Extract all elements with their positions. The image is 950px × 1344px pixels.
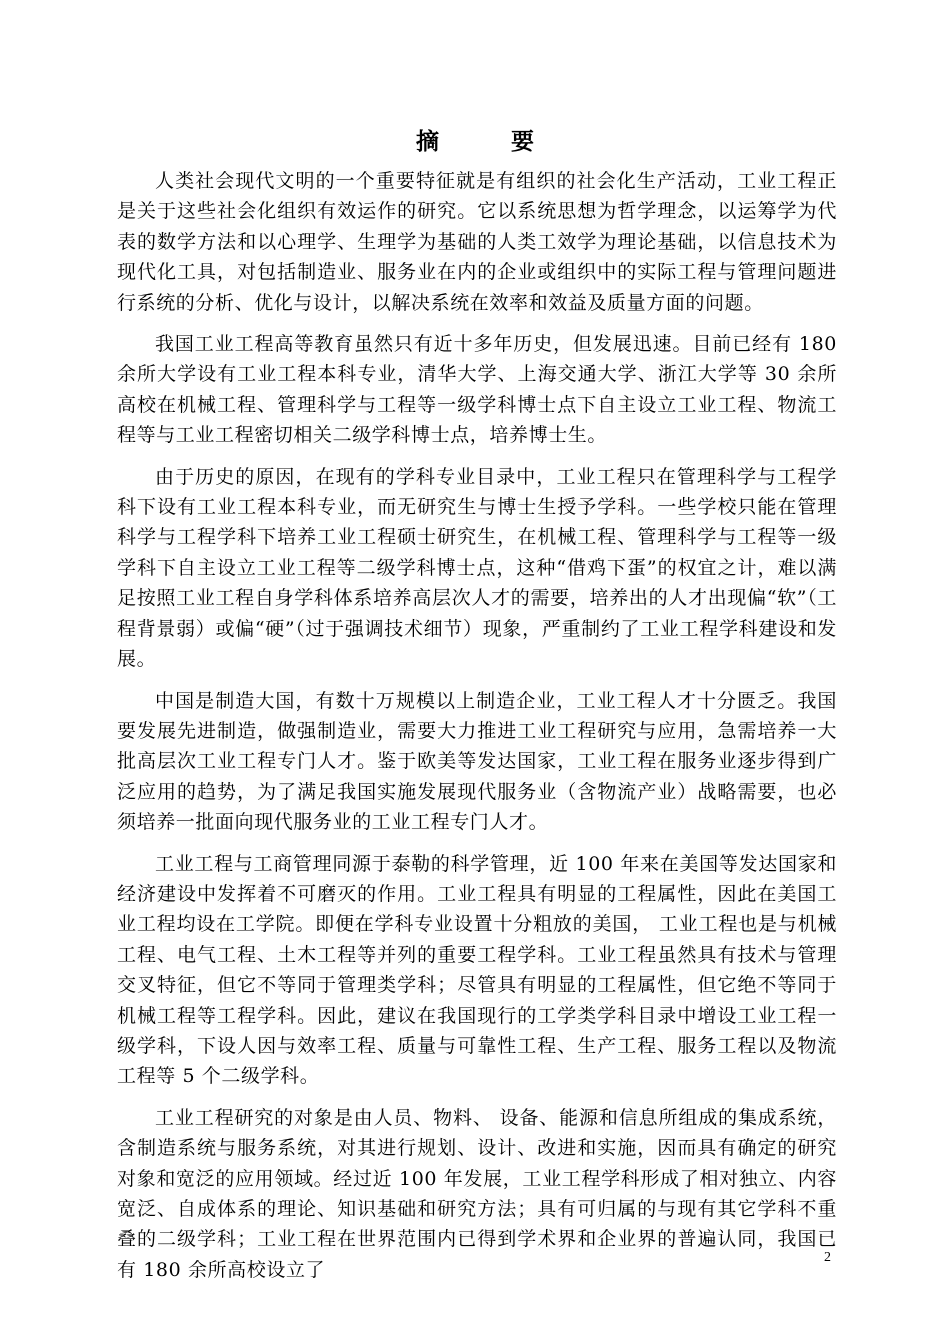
paragraph-1: 人类社会现代文明的一个重要特征就是有组织的社会化生产活动，工业工程正是关于这些社会化组织有效运作的研究。它以系统思想为哲学理念，以运筹学为代表的数学方法和以心理学、生理学为基础的人类工效学为理论基础，以信息技术为现代化工具，对包括制造业、服务业在内的企业或组织中的实际工程与管理问题进行系统的分析、优化与设计，以解决系统在效率和效益及质量方面的问题。 — [117, 170, 837, 314]
paragraph-3: 由于历史的原因，在现有的学科专业目录中，工业工程只在管理科学与工程学科下设有工业工程本科专业，而无研究生与博士生授予学科。一些学校只能在管理科学与工程学科下培养工业工程硕士研究生，在机械工程、管理科学与工程等一级学科下自主设立工业工程等二级学科博士点，这种“借鸡下蛋”的权宜之计，难以满足按照工业工程自身学科体系培养高层次人才的需要，培养出的人才出现偏“软”（工程背景弱）或偏“硬”（过于强调技术细节）现象，严重制约了工业工程学科建设和发展。 — [117, 465, 837, 671]
paragraph-4: 中国是制造大国，有数十万规模以上制造企业，工业工程人才十分匮乏。我国要发展先进制造，做强制造业，需要大力推进工业工程研究与应用，急需培养一大批高层次工业工程专门人才。鉴于欧美等发达国家，工业工程在服务业逐步得到广泛应用的趋势，为了满足我国实施发展现代服务业（含物流产业）战略需要，也必须培养一批面向现代服务业的工业工程专门人才。 — [117, 689, 837, 834]
paragraph-5: 工业工程与工商管理同源于泰勒的科学管理，近 100 年来在美国等发达国家和经济建设中发挥着不可磨灭的作用。工业工程具有明显的工程属性，因此在美国工业工程均设在工学院。即便在学科专业设置十分粗放的美国， 工业工程也是与机械工程、电气工程、土木工程等并列的重要工程学科。工业工程虽然具有技术与管理交叉特征，但它不等同于管理类学科；尽管具有明显的工程属性，但它绝不等同于机械工程等工程学科。因此，建议在我国现行的工学类学科目录中增设工业工程一级学科，下设人因与效率工程、质量与可靠性工程、生产工程、服务工程以及物流工程等 5 个二级学科。 — [117, 852, 837, 1088]
page-number: 2 — [824, 1250, 831, 1265]
page-title: 摘 要 — [415, 129, 566, 155]
paragraph-2: 我国工业工程高等教育虽然只有近十多年历史，但发展迅速。目前已经有 180 余所大学设有工业工程本科专业，清华大学、上海交通大学、浙江大学等 30 余所高校在机械工程、管理科学与工程等一级学科博士点下自主设立工业工程、物流工程等与工业工程密切相关二级学科博士点，培养博士生。 — [117, 333, 837, 447]
abstract-body — [117, 166, 837, 1296]
paragraph-6: 工业工程研究的对象是由人员、物料、 设备、能源和信息所组成的集成系统，含制造系统与服务系统，对其进行规划、设计、改进和实施，因而具有确定的研究对象和宽泛的应用领域。经过近 100 年发展，工业工程学科形成了相对独立、内容宽泛、自成体系的理论、知识基础和研究方法；具有可归属的与现有其它学科不重叠的二级学科；工业工程在世界范围内已得到学术界和企业界的普遍认同，我国已有 180 余所高校设立了 — [117, 1106, 837, 1281]
